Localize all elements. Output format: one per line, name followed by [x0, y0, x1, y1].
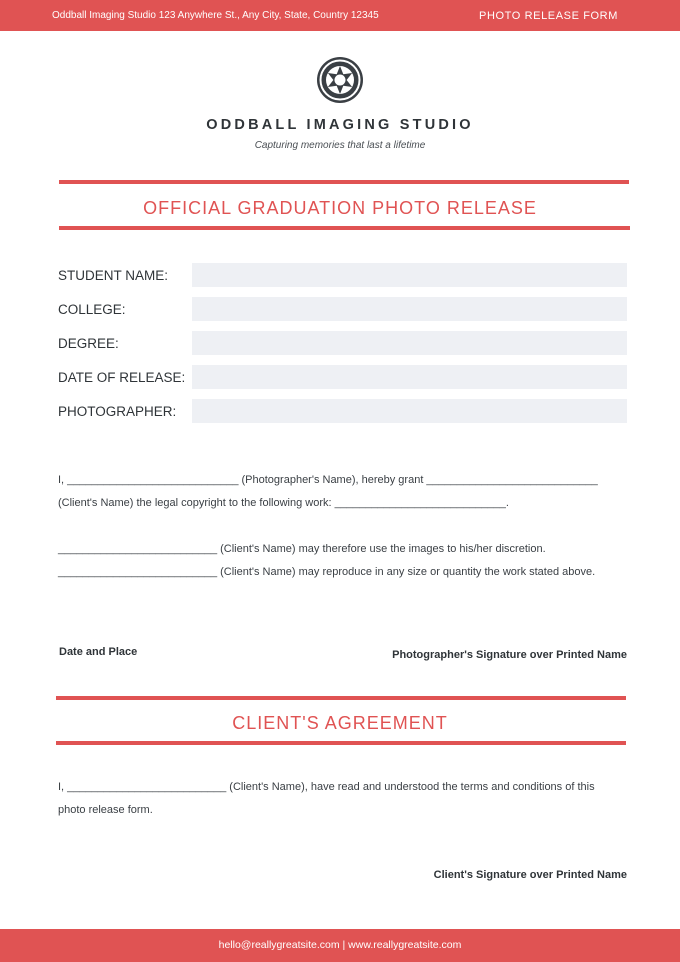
photographer-field[interactable]: [192, 399, 627, 423]
agreement-divider-top: [56, 696, 626, 700]
college-label: COLLEGE:: [58, 302, 126, 317]
agreement-divider-bottom: [56, 741, 626, 745]
client-signature-label: Client's Signature over Printed Name: [433, 869, 627, 881]
reproduction-clause: __________________________ (Client's Name) may reproduce in any size or quantity the work stated above.: [58, 566, 596, 578]
photographer-label: PHOTOGRAPHER:: [58, 404, 177, 419]
grant-paragraph-line-1: I, ____________________________ (Photographer's Name), hereby grant ____________________________: [58, 474, 598, 486]
usage-clause: __________________________ (Client's Name) may therefore use the images to his/her discretion.: [58, 543, 546, 555]
degree-field[interactable]: [192, 331, 627, 355]
student-name-field[interactable]: [192, 263, 627, 287]
photographer-signature-label: Photographer's Signature over Printed Name: [392, 649, 627, 661]
grant-paragraph-line-2: (Client's Name) the legal copyright to the following work: ____________________________.: [58, 497, 509, 509]
date-of-release-field[interactable]: [192, 365, 627, 389]
footer-contact: hello@reallygreatsite.com | www.reallygreatsite.com: [0, 929, 680, 962]
studio-tagline: Capturing memories that last a lifetime: [254, 140, 426, 151]
agreement-section-title: CLIENT'S AGREEMENT: [232, 713, 448, 733]
student-name-label: STUDENT NAME:: [58, 268, 169, 283]
agreement-paragraph-line-2: photo release form.: [58, 804, 153, 816]
date-and-place-label: Date and Place: [59, 646, 138, 658]
agreement-paragraph-line-1: I, __________________________ (Client's Name), have read and understood the terms and conditions of this: [58, 781, 595, 793]
section-divider-top: [59, 180, 629, 184]
camera-aperture-icon: [316, 56, 364, 104]
degree-label: DEGREE:: [58, 336, 119, 351]
date-of-release-label: DATE OF RELEASE:: [58, 370, 186, 385]
studio-address: Oddball Imaging Studio 123 Anywhere St., Any City, State, Country 12345: [52, 10, 379, 21]
top-banner: [0, 0, 680, 31]
college-field[interactable]: [192, 297, 627, 321]
form-name: PHOTO RELEASE FORM: [479, 10, 618, 22]
release-section-title: OFFICIAL GRADUATION PHOTO RELEASE: [143, 198, 537, 218]
studio-name: ODDBALL IMAGING STUDIO: [206, 117, 474, 133]
section-divider-bottom: [59, 226, 630, 230]
